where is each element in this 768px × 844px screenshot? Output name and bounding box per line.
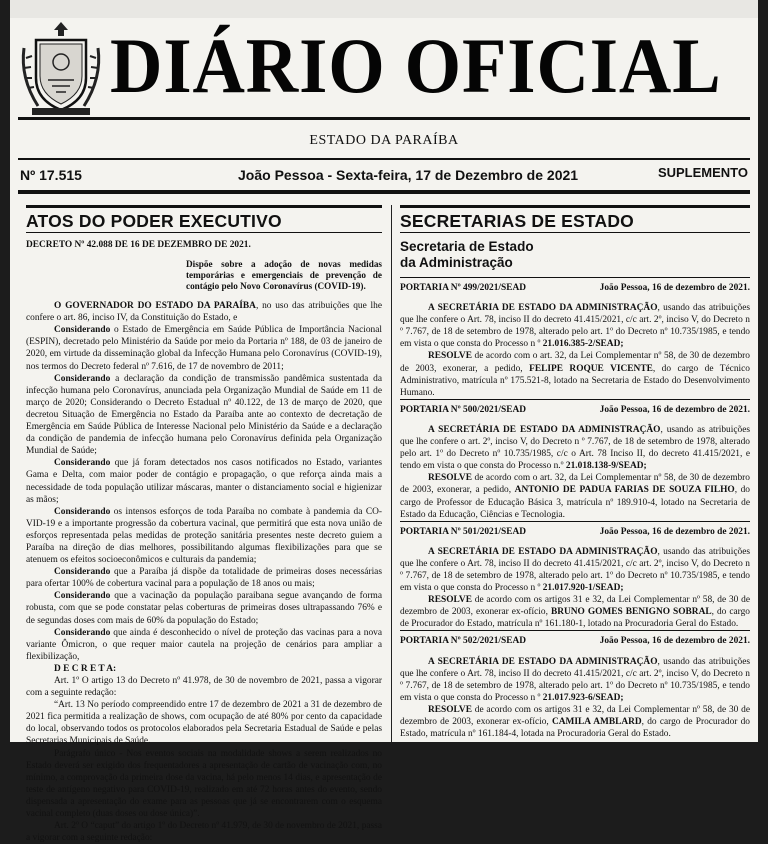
portaria-header: PORTARIA Nº 502/2021/SEAD João Pessoa, 16 de dezembro de 2021. (400, 630, 750, 647)
sub-section-title: Secretaria de Estado da Administração (400, 239, 534, 270)
portaria-block (400, 277, 750, 399)
portaria-header: PORTARIA Nº 501/2021/SEAD João Pessoa, 16 de dezembro de 2021. (400, 521, 750, 538)
newspaper-page (10, 0, 758, 844)
portaria-header: PORTARIA Nº 499/2021/SEAD João Pessoa, 16 de dezembro de 2021. (400, 277, 750, 294)
paragraph: Considerando que a vacinação da população paraibana segue avançando de forma robusta, com que se pode constatar pelas coberturas de primeiras doses ultrapassando 76% e de segundas doses com mais de 60% da população do Estado; (26, 591, 382, 626)
infobar-bottom-rule (18, 190, 750, 194)
paragraph-unico: Parágrafo único - Nos eventos sociais na modalidade shows a serem realizados no Estado deverá ser exigido dos frequentadores a apresentação de cartão de vacinação com, no mínimo, a comprovação da primeira dose da vacina, há pelo menos 14 dias, e apresentação de teste de antígeno negativo para COVID-19, realizado em até 72 horas antes do evento, sendo dispensada a apresentação do exame para as pessoas que já se encontrarem com o esquema vacinal completo (duas doses ou dose única)”. (26, 748, 382, 820)
paragraph: Considerando que a Paraíba já dispõe da totalidade de primeiras doses necessárias para ofertar 100% de cobertura vacinal para a população de 18 anos ou mais; (26, 567, 382, 590)
paragraph: A SECRETÁRIA DE ESTADO DA ADMINISTRAÇÃO, usando das atribuições que lhe confere o Art. 78, inciso II do decreto 41.415/2021, c/c art. 2º, inciso V, do Decreto n º 7.767, de 18 de setembro de 1978, alterado pelo art. 1º do Decreto nº 10.735/1985, e tendo em vista o que consta do Processo n º 21.016.385-2/SEAD; (400, 303, 750, 350)
paragraph: Considerando que ainda é desconhecido o nível de proteção das vacinas para a nova variante Ômicron, o que requer maior cautela na projeção de cenários para ampliar a flexibilização, (26, 627, 382, 662)
issue-number: Nº 17.515 (20, 167, 82, 183)
left-column (26, 205, 382, 844)
decree-title: DECRETO Nº 42.088 DE 16 DE DEZEMBRO DE 2021. (26, 240, 251, 250)
article-1: Art. 1º O artigo 13 do Decreto nº 41.978, de 30 de novembro de 2021, passa a vigorar com a seguinte redação: (26, 676, 382, 699)
paragraph: RESOLVE de acordo com o art. 32, da Lei Complementar nº 58, de 30 de dezembro de 2003, exonerar, a pedido, FELIPE ROQUE VICENTE, do cargo de Técnico Administrativo, matrícula nº 175.521-8, lotado na Secretaria de Estado do Desenvolvimento Humano. (400, 351, 750, 398)
portaria-block (400, 630, 750, 740)
issue-info-bar (18, 160, 750, 190)
paragraph: Considerando os intensos esforços de toda Paraíba no combate à pandemia da CO-VID-19 e a importante progressão da cobertura vacinal, que permitirá que esta nova união de esforços representada pelas medidas de proteção sanitária presentes neste decreto guiem a Paraíba na direção de dias melhores, possibilitando algumas flexibilizações para que se atenuem os efeitos socioeconômicos e culturais da pandemia; (26, 506, 382, 566)
portaria-header: PORTARIA Nº 500/2021/SEAD João Pessoa, 16 de dezembro de 2021. (400, 399, 750, 416)
state-name: ESTADO DA PARAÍBA (309, 133, 459, 148)
section-title-executive: ATOS DO PODER EXECUTIVO (26, 205, 382, 233)
top-margin (10, 0, 758, 18)
paragraph: A SECRETÁRIA DE ESTADO DA ADMINISTRAÇÃO, usando das atribuições que lhe confere o Art. 78, inciso II do decreto 41.415/2021, c/c art. 2º, inciso V, do Decreto n º 7.767, de 18 de setembro de 1978, alterado pelo art. 1º do Decreto nº 10.735/1985, e tendo em vista o que consta do Processo n º 21.017.920-1/SEAD; (400, 546, 750, 594)
decree-summary: Dispõe sobre a adoção de novas medidas temporárias e emergenciais de prevenção de contágio pelo Novo Coronavírus (COVID-19). (186, 259, 382, 292)
decreta-heading: D E C R E T A: (54, 663, 117, 674)
paragraph: O GOVERNADOR DO ESTADO DA PARAÍBA, no uso das atribuições que lhe confere o art. 86, inciso IV, da Constituição do Estado, e (26, 301, 383, 324)
paragraph: A SECRETÁRIA DE ESTADO DA ADMINISTRAÇÃO, usando as atribuições que lhe confere o art. 2º, inciso V, do Decreto n º 7.767, de 18 de setembro de 1978, alterado pelo art. 1º do Decreto nº 10.735/1985, c/c o Art. 78 Inciso II, do decreto 41.415/2021, e tendo em vista o que consta do Processo n.º 21.018.138-9/SEAD; (400, 424, 751, 472)
masthead-title: DIÁRIO OFICIAL (110, 22, 722, 109)
paragraph: RESOLVE de acordo com os artigos 31 e 32, da Lei Complementar nº 58, de 30 de dezembro de 2003, exonerar ex-ofício, BRUNO GOMES BENIGNO SOBRAL, do cargo de Procurador do Estado, matrícula nº 161.180-1, lotado na Procuradoria Geral do Estado. (400, 595, 750, 630)
article-2: Art. 2º O “caput” do artigo 1º do Decreto nº 41.979, de 30 de novembro de 2021, passa a vigorar com a seguinte redação: (26, 821, 382, 844)
portaria-block (400, 521, 750, 631)
paragraph: Considerando o Estado de Emergência em Saúde Pública de Importância Nacional (ESPIN), decretado pelo Ministério da Saúde por meio da Portaria nº 188, de 03 de janeiro de 2020, em virtude da disseminação global da Infecção Humana pelo Coronavírus (COVID-19), nos termos do Decreto federal nº 7.616, de 17 de novembro de 2011; (26, 325, 382, 372)
paragraph: Considerando a declaração da condição de transmissão pandêmica sustentada da infecção humana pelo Coronavírus, anunciada pela Organização Mundial de Saúde em 11 de março de 2020; Considerando o Decreto Estadual nº 40.122, de 13 de março de 2020, que decretou Situação de Emergência no Estado da Paraíba ante ao contexto de decretação de Emergência em Saúde Pública de Interesse Nacional pelo Ministério da Saúde e a declaração da condição de pandemia de infecção humana pelo Coronavírus definida pela Organização Mundial de Saúde; (26, 373, 382, 457)
paragraph: RESOLVE de acordo com o art. 32, da Lei Complementar nº 58, de 30 de dezembro de 2003, exonerar, a pedido, ANTONIO DE PADUA FARIAS DE SOUZA FILHO, do cargo de Professor de Educação Básica 3, matrícula nº 189.910-4, lotado na Secretaria de Estado da Educação, Ciências e Tecnologia. (400, 473, 750, 520)
section-title-secretariats: SECRETARIAS DE ESTADO (400, 205, 750, 233)
right-column (400, 205, 750, 740)
state-coat-of-arms-icon (18, 18, 104, 118)
article-13-text: “Art. 13 No período compreendido entre 17 de dezembro de 2021 a 31 de dezembro de 2021 fica permitida a realização de shows, com ocupação de até 80% por cento da capacidade do local, observando todos os protocolos elaborados pela Secretaria Estadual de Saúde e pelas Secretarias Municipais de Saúde. (26, 700, 382, 747)
column-divider (391, 205, 392, 742)
portaria-block (400, 399, 750, 521)
paragraph: A SECRETÁRIA DE ESTADO DA ADMINISTRAÇÃO, usando das atribuições que lhe confere o Art. 78, inciso II do decreto 41.415/2021, c/c art. 2º, inciso V, do Decreto n º 7.767, de 18 de setembro de 1978, alterado pelo art. 1º do Decreto nº 10.735/1985, e tendo em vista o que consta do Processo n º 21.017.923-6/SEAD; (400, 656, 750, 703)
issue-date: João Pessoa - Sexta-feira, 17 de Dezembro de 2021 (238, 167, 579, 183)
edition-label: SUPLEMENTO (657, 165, 748, 180)
paragraph: Considerando que já foram detectados nos casos notificados no Estado, variantes Gama e Delta, com maior poder de contágio e propagação, o que reforça ainda mais a necessidade de toda população utilizar máscaras, manter o distanciamento social e higienizar as mãos; (26, 458, 382, 505)
paragraph: RESOLVE de acordo com os artigos 31 e 32, da Lei Complementar nº 58, de 30 de dezembro de 2003, exonerar ex-ofício, CAMILA AMBLARD, do cargo de Procurador do Estado, matrícula nº 161.184-4, lotada na Procuradoria Geral do Estado. (400, 704, 750, 740)
masthead-rule (18, 117, 750, 120)
